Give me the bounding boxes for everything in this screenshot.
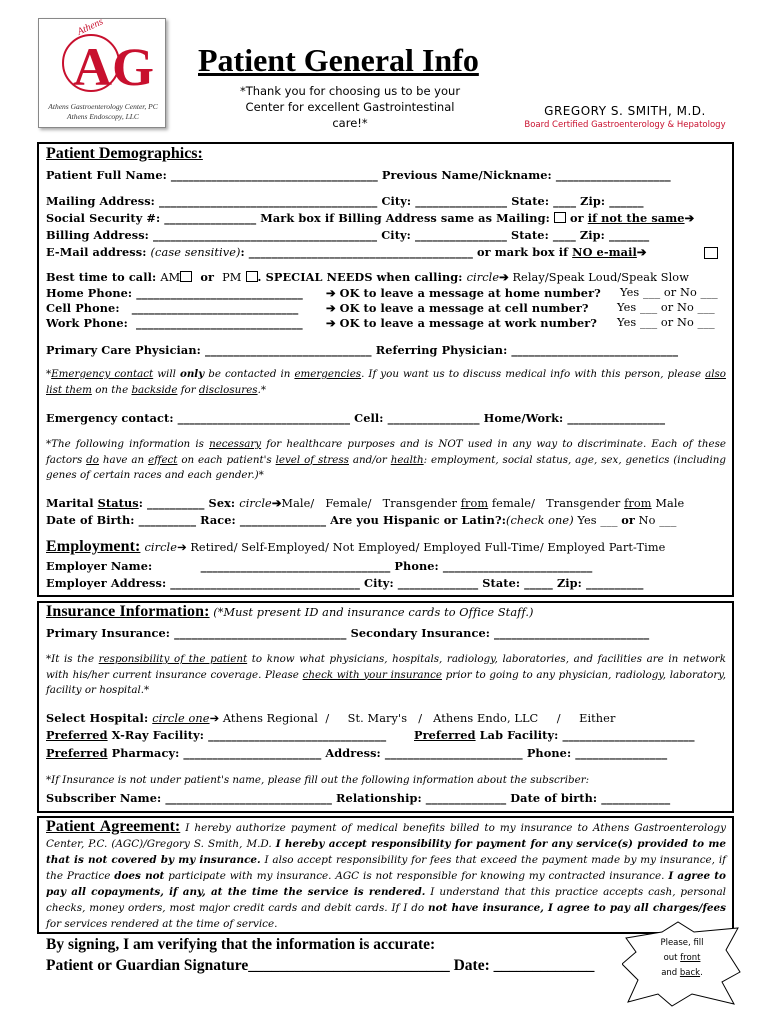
am-label: AM — [160, 271, 181, 284]
ssn-field[interactable]: Social Security #: ________________ Mark box if Billing Address same as Mailing: — [46, 211, 550, 225]
thanks-message — [230, 83, 470, 131]
logo-line1: Athens Gastroenterology Center, PC — [48, 102, 158, 111]
thanks-line-1: *Thank you for choosing us to be your — [239, 84, 461, 98]
signing-statement: By signing, I am verifying that the information is accurate: — [46, 936, 436, 953]
insurance-heading-note: (*Must present ID and insurance cards to Office Staff.) — [209, 606, 534, 619]
lab-field[interactable]: Preferred Lab Facility: _______________________ — [414, 728, 695, 742]
physician-row[interactable]: Primary Care Physician: _____________________________ Referring Physician: _____________________________ — [46, 343, 679, 357]
work-ok-question: OK to leave a message at work number? — [339, 316, 598, 330]
arrow-right-icon: ➔ — [177, 541, 187, 554]
arrow-right-icon: ➔ — [271, 496, 282, 510]
marital-field[interactable]: : __________ Sex: — [138, 496, 236, 510]
arrow-right-icon: ➔ — [636, 245, 647, 259]
email-note: (case sensitive) — [150, 246, 241, 259]
arrow-right-icon: ➔ — [326, 316, 336, 330]
marital-sex-row[interactable]: Marital Status: __________ Sex: circle➔Male/ Female/ Transgender from female/ Transgender from Male — [46, 496, 685, 510]
work-phone-field[interactable]: Work Phone: _____________________________ — [46, 316, 303, 330]
cell-yes-no[interactable]: Yes ___ or No ___ — [617, 301, 715, 314]
ag-logo-icon — [39, 19, 167, 129]
employer-name-field[interactable]: Employer Name: _________________________________ Phone: __________________________ — [46, 559, 593, 573]
agreement-heading: Patient Agreement: — [46, 818, 181, 835]
primary-insurance-field[interactable]: Primary Insurance: ______________________________ Secondary Insurance: ___________________________ — [46, 626, 650, 640]
circle-one-text: circle one — [152, 712, 210, 725]
no-email-text: NO e-mail — [572, 245, 637, 259]
dob-race-field[interactable]: Date of Birth: __________ Race: _______________ Are you Hispanic or Latin?: — [46, 513, 506, 527]
fill-both-sides-callout — [622, 920, 742, 1008]
email-row — [46, 245, 646, 259]
work-yes-no[interactable]: Yes ___ or No ___ — [617, 316, 715, 329]
xray-field[interactable]: Preferred X-Ray Facility: _______________________________ — [46, 728, 387, 742]
agreement-text: Patient Agreement: I hereby authorize payment of medical benefits billed to my insurance to Athens Gastroenterology Center, P.C. (AGC)/Gregory S. Smith, M.D. I hereby accept responsibility for payment for any service(s) provided to me that is not covered by my insurance. I also accept responsibility for fees that exceed the payment made by my insurance, if the Practice does not participate with my insurance. AGC is not responsible for knowing my contracted insurance. I agree to pay all copayments, if any, at the time the service is rendered. I understand that this practice accepts cash, personal checks, money orders, most major credit cards and debit cards. If I do not have insurance, I agree to pay all charges/fees for services rendered at the time of service. — [46, 818, 727, 930]
pm-label: PM — [222, 271, 242, 284]
best-time-row — [46, 270, 689, 284]
home-ok-question: OK to leave a message at home number? — [339, 286, 601, 300]
pm-checkbox[interactable] — [246, 271, 258, 282]
emergency-contact-field[interactable]: Emergency contact: ______________________________ Cell: ________________ Home/Work: _________________ — [46, 411, 666, 425]
practice-logo — [38, 18, 166, 128]
insurance-heading-row — [46, 603, 534, 621]
special-needs-label: . SPECIAL NEEDS when calling: — [257, 270, 463, 284]
employer-address-field[interactable]: Employer Address: _________________________________ City: ______________ State: _____ Zip: __________ — [46, 576, 644, 590]
billing-address-field[interactable]: Billing Address: _______________________________________ City: ________________ State: ____ Zip: _______ — [46, 228, 650, 242]
arrow-right-icon: ➔ — [499, 270, 509, 284]
circle-text: circle — [239, 497, 272, 510]
sex-options[interactable]: Male/ Female/ Transgender — [281, 497, 461, 510]
ssn-row — [46, 211, 694, 225]
check-one-text: (check one) — [505, 514, 574, 527]
hispanic-yes[interactable]: Yes ___ — [573, 514, 622, 527]
or-text: or — [200, 270, 215, 284]
subscriber-field[interactable]: Subscriber Name: _____________________________ Relationship: ______________ Date of birth: ____________ — [46, 791, 671, 805]
logo-letters: AG — [73, 37, 154, 97]
full-name-field[interactable]: Patient Full Name: ____________________________________ Previous Name/Nickname: ____________________ — [46, 168, 671, 182]
hospital-options[interactable]: Athens Regional / St. Mary's / Athens Endo, LLC / Either — [219, 712, 616, 725]
subscriber-note: *If Insurance is not under patient's name, please fill out the following information about the subscriber: — [46, 774, 590, 786]
logo-line2: Athens Endoscopy, LLC — [67, 112, 139, 121]
no-email-checkbox[interactable] — [704, 247, 718, 259]
employment-heading: Employment: — [46, 538, 141, 555]
best-time-label: Best time to call: — [46, 270, 157, 284]
pharmacy-field[interactable]: Preferred Pharmacy: ________________________ Address: ________________________ Phone: ________________ — [46, 746, 668, 760]
ssn-or: or — [569, 211, 584, 225]
emergency-note: *Emergency contact will only be contacted in emergencies. If you want us to discuss medical info with this person, please also list them on the backside for disclosures.* — [46, 368, 726, 396]
hispanic-no[interactable]: No ___ — [634, 514, 677, 527]
doctor-name: GREGORY S. SMITH, M.D. — [544, 104, 706, 118]
signature-field[interactable]: Patient or Guardian Signature__________________________ Date: _____________ — [46, 957, 595, 974]
employment-row — [46, 538, 665, 556]
board-certification: Board Certified Gastroenterology & Hepatology — [524, 120, 726, 130]
demographics-heading: Patient Demographics: — [46, 145, 203, 162]
select-hospital-label: Select Hospital: — [46, 711, 153, 725]
marital-label: Marital — [46, 496, 98, 510]
home-ok-row — [326, 286, 601, 300]
insurance-note: *It is the responsibility of the patient to know what physicians, hospitals, radiology, laboratories, and facilities are in network with his/her current insurance coverage. Please check with your insurance prior to going to any physician, radiology, laboratory, facility or hospital.* — [46, 653, 726, 696]
arrow-right-icon: ➔ — [326, 286, 336, 300]
employment-options[interactable]: Retired/ Self-Employed/ Not Employed/ Employed Full-Time/ Employed Part-Time — [186, 541, 666, 554]
thanks-line-2: Center for excellent Gastrointestinal care!* — [245, 100, 455, 130]
am-checkbox[interactable] — [180, 271, 192, 282]
insurance-heading: Insurance Information: — [46, 603, 210, 620]
arrow-right-icon: ➔ — [209, 712, 220, 725]
home-phone-field[interactable]: Home Phone: _____________________________ — [46, 286, 303, 300]
cell-phone-field[interactable]: Cell Phone: _____________________________ — [46, 301, 299, 315]
cell-ok-question: OK to leave a message at cell number? — [339, 301, 589, 315]
work-ok-row — [326, 316, 597, 330]
billing-same-checkbox[interactable] — [554, 212, 566, 223]
arrow-right-icon: ➔ — [684, 211, 695, 225]
not-same-text: if not the same — [587, 211, 685, 225]
circle-text: circle — [144, 541, 178, 554]
status-label: Status — [97, 496, 139, 510]
circle-text: circle — [466, 271, 500, 284]
info-note: *The following information is necessary for healthcare purposes and is NOT used in any way to discriminate. Each of these factors do have an effect on each patient's level of stress and/or health: employment, social status, age, sex, genetics (including genes of certain races and each gender.)* — [46, 438, 727, 481]
home-yes-no[interactable]: Yes ___ or No ___ — [620, 286, 718, 299]
dob-race-row[interactable]: Date of Birth: __________ Race: _______________ Are you Hispanic or Latin?:(check one) Yes ___ or No ___ — [46, 513, 677, 527]
callout-text: Please, fill out front and back. — [660, 938, 704, 978]
arrow-right-icon: ➔ — [326, 301, 336, 315]
mailing-address-field[interactable]: Mailing Address: ______________________________________ City: ________________ State: ____ Zip: ______ — [46, 194, 644, 208]
logo-arc-text: Athens — [75, 19, 105, 38]
cell-ok-row — [326, 301, 589, 315]
email-field[interactable]: : _______________________________________ or mark box if — [240, 245, 569, 259]
email-label: E-Mail address: — [46, 245, 147, 259]
page-title: Patient General Info — [198, 42, 479, 78]
special-needs-options[interactable]: Relay/Speak Loud/Speak Slow — [508, 271, 689, 284]
hospital-row — [46, 711, 615, 725]
